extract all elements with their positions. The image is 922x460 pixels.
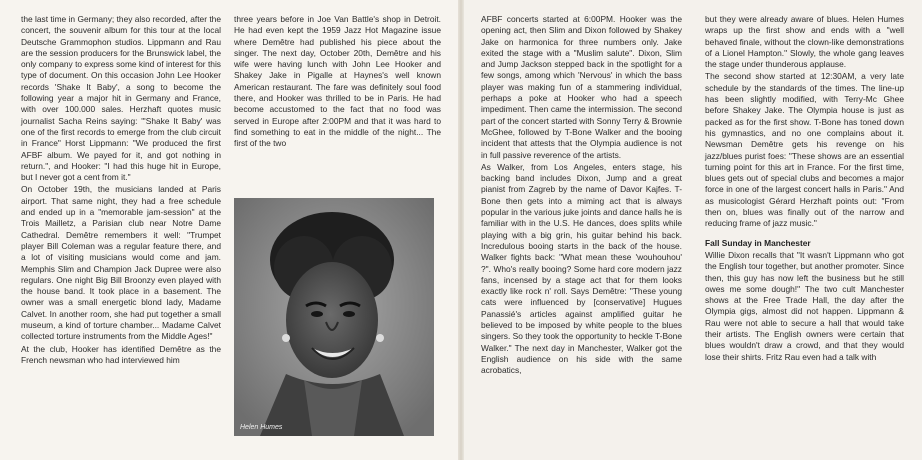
photo-caption: Helen Humes — [240, 424, 283, 431]
paragraph: but they were already aware of blues. Helen Humes wraps up the first show and ends with a "well behaved finale, without the clown-like demonstrations of a Lionel Hampton." Slowly, the whole gang leaves the stage under thunderous applause. — [705, 14, 904, 70]
paragraph: Willie Dixon recalls that "It wasn't Lippmann who got the English tour together, but another promoter. Since then, this guy has now left the business but he still owes me some dough!" The two cult Manchester shows at the Free Trade Hall, the day after the Olympia gigs, almost did not happen. Lippmann & Rau were not able to secure a hall that would take their artists. The English owners were certain that blues wouldn't draw a crowd, and that they would lose their shirts. Fritz Rau even had a talk with — [705, 249, 904, 362]
paragraph: At the club, Hooker has identified Demêtre as the French newsman who had interviewed him — [21, 343, 221, 365]
left-page-column-1 — [21, 14, 221, 367]
section-heading: Fall Sunday in Manchester — [705, 237, 811, 248]
paragraph: AFBF concerts started at 6:00PM. Hooker was the opening act, then Slim and Dixon followed by Shakey Jake on harmonica for three numbers only. Jake exited the stage with a "Muslim salute". Dixon, Slim and Jump Jackson stepped back in the spotlight for a few songs, among which 'Nervous' in which the bass player was making fun of a stammering individual, perhaps a poke at Hooker who had a speech impediment. Then came the intermission. The second part of the concert started with Sonny Terry & Brownie McGhee, followed by T-Bone Walker and the booing incident that attests that the Olympia audience is not in full passive reverence of the artists. — [481, 14, 682, 160]
paragraph: the last time in Germany; they also recorded, after the concert, the souvenir album for this tour at the local Deutsche Grammophon studios. Lippmann and Rau are the session producers for the Brunswick label, the only company to express some kind of interest for this type of document. On this occasion John Lee Hooker records 'Shake It Baby', a song to become the following year a major hit in Germany and France, with over 100.000 sales. Herzhaft quotes music journalist Sacha Reins saying: "'Shake It Baby' was one of the first records to emerge from the club circuit in France" Horst Lippmann: "We produced the first AFBF album. We payed for it, and got nothing in return.", and Hooker: "I had this huge hit in Europe, but I never got a cent from it." — [21, 14, 221, 183]
paragraph: As Walker, from Los Angeles, enters stage, his backing band includes Dixon, Jump and a great pianist from Zagreb by the name of Davor Kajfes. T-Bone then gets into a miming act that is always popular in the various juke joints and dance halls he is familiar with in the U.S. He dances, does splits while playing with a big grin, his guitar behind his back. Incredulous booing starts in the back of the house. Walker fights back: "What mean these 'wouhouhou' ?". Who's really booing? Some hard core modern jazz fans, incensed by a stage act that for them looks exactly like rock n' roll. Says Demêtre: "These young cats were influenced by [conservative] Hugues Panassié's articles against amplified guitar he believed to be imposed by white people to the blues singers. So they took the opportunity to heckle T-Bone Walker." The next day in Manchester, Walker got the English audience on his side with the same acrobatics, — [481, 161, 682, 376]
right-page-column-1 — [481, 14, 682, 378]
page-gutter — [458, 0, 464, 460]
paragraph: The second show started at 12:30AM, a very late schedule by the standards of the times. The line-up has been slightly modified, with Terry-Mc Ghee before Shakey Jake. The Olympia house is just as packed as for the first show. T-Bone has toned down his gymnastics, and no one complains about it. Newsman Demêtre gets his revenge on his jazz/blues purist foes: "These shows are an essential turning point for this art in France. For the first time, blues gets out of special clubs and becomes a major force in one of the largest concert halls in Paris." And as musicologist Gérard Herzhaft points out: "From then on, blues was finally out of the narrow and reducing frame of jazz music." — [705, 71, 904, 229]
right-page-column-2 — [705, 14, 904, 364]
left-page-column-2 — [234, 14, 441, 151]
paragraph: three years before in Joe Van Battle's shop in Detroit. He had even kept the 1959 Jazz Hot Magazine issue where Demêtre had published his piece about the singer. The next day, October 20th, Demêtre and his wife were having lunch with John Lee Hooker and Shakey Jake in Pigalle at Haynes's well known American restaurant. The fare was definitely soul food there, and Hooker was thrilled to be in Paris. He had become accustomed to the fact that no food was served in Europe after 2:00PM and that it was hard to find something to eat in the middle of the night... The first of the two — [234, 14, 441, 149]
helen-humes-photo — [234, 198, 434, 436]
paragraph: On October 19th, the musicians landed at Paris airport. That same night, they had a free schedule and ended up in a "memorable jam-session" at the Trois Mailletz, a Parisian club near Notre Dame Cathedral. Demêtre remembers it well: "Trumpet player Bill Coleman was a regular feature there, and a lot of visiting musicians would come and jam. Memphis Slim and Champion Jack Dupree were also regulars. One night Big Bill Broonzy even played with the house band. It took place in a basement. The owner was a small energetic blond lady, Madame Calvet. In another room, she had put together a small museum, a kind of torture chamber... Madame Calvet collected torture instruments from the Middle Ages!" — [21, 184, 221, 342]
